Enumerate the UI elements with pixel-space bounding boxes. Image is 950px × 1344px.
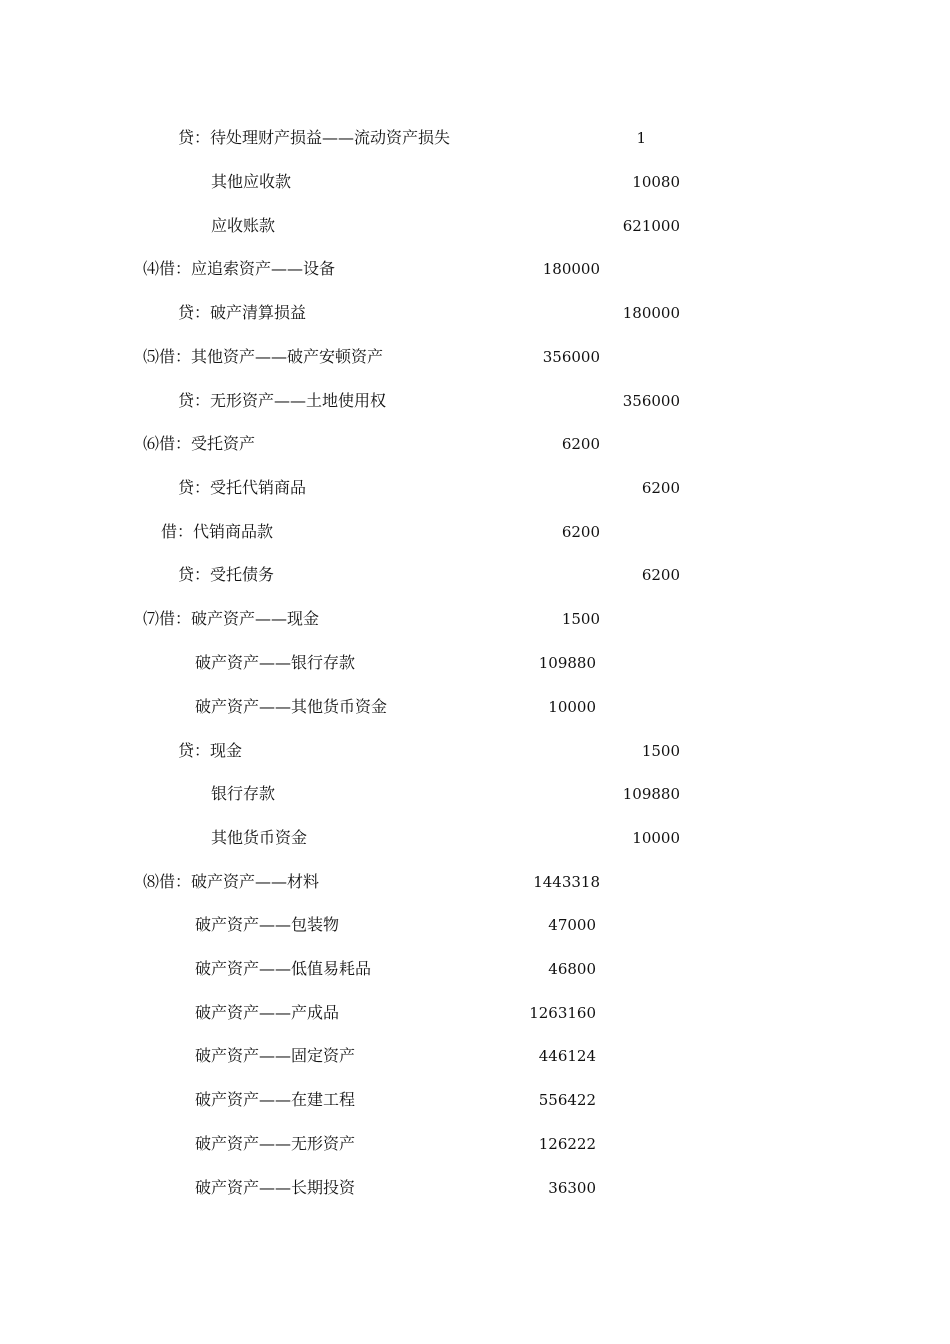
account-label: 破产资产——其他货币资金: [195, 697, 388, 716]
account-label: 破产资产——在建工程: [195, 1090, 356, 1109]
debit-amount: 180000: [542, 260, 600, 278]
account-label: 破产资产——包装物: [195, 915, 340, 934]
credit-amount: 10080: [632, 173, 680, 191]
debit-amount: 356000: [542, 348, 600, 366]
debit-amount: 556422: [538, 1091, 596, 1109]
credit-amount: 109880: [622, 785, 680, 803]
credit-amount: 1500: [641, 742, 680, 760]
account-label: 破产资产——长期投资: [195, 1178, 356, 1197]
debit-amount: 1443318: [533, 873, 600, 891]
account-label: 银行存款: [211, 784, 276, 803]
journal-line: [0, 1000, 950, 1026]
credit-amount: 180000: [622, 304, 680, 322]
account-label: 其他货币资金: [211, 828, 308, 847]
journal-line: [0, 344, 950, 370]
credit-amount: 1: [636, 129, 646, 147]
debit-amount: 1500: [561, 610, 600, 628]
journal-line: [0, 475, 950, 501]
journal-line: [0, 213, 950, 239]
debit-amount: 1263160: [529, 1004, 596, 1022]
journal-line: [0, 1175, 950, 1201]
journal-line: [0, 431, 950, 457]
debit-amount: 10000: [548, 698, 596, 716]
credit-amount: 621000: [622, 217, 680, 235]
account-label: 贷：受托债务: [178, 565, 275, 584]
journal-line: [0, 869, 950, 895]
journal-line: [0, 650, 950, 676]
account-label: 其他应收款: [211, 172, 292, 191]
debit-amount: 6200: [561, 523, 600, 541]
account-label: ⑷借：应追索资产——设备: [143, 259, 336, 278]
journal-line: [0, 169, 950, 195]
account-label: 应收账款: [211, 216, 276, 235]
journal-line: [0, 956, 950, 982]
account-label: 破产资产——无形资产: [195, 1134, 356, 1153]
credit-amount: 10000: [632, 829, 680, 847]
journal-line: [0, 256, 950, 282]
debit-amount: 6200: [561, 435, 600, 453]
account-label: 破产资产——低值易耗品: [195, 959, 372, 978]
account-label: 贷：受托代销商品: [178, 478, 307, 497]
journal-line: [0, 781, 950, 807]
account-label: 贷：待处理财产损益——流动资产损失: [178, 128, 451, 147]
journal-line: [0, 1131, 950, 1157]
journal-line: [0, 519, 950, 545]
account-label: ⑺借：破产资产——现金: [143, 609, 320, 628]
debit-amount: 446124: [538, 1047, 596, 1065]
account-label: 破产资产——银行存款: [195, 653, 356, 672]
journal-line: [0, 606, 950, 632]
account-label: 破产资产——固定资产: [195, 1046, 356, 1065]
credit-amount: 6200: [641, 566, 680, 584]
account-label: ⑻借：破产资产——材料: [143, 872, 320, 891]
journal-line: [0, 1043, 950, 1069]
account-label: 贷：现金: [178, 741, 243, 760]
journal-line: [0, 562, 950, 588]
debit-amount: 46800: [548, 960, 596, 978]
journal-line: [0, 1087, 950, 1113]
debit-amount: 36300: [548, 1179, 596, 1197]
account-label: 贷：无形资产——土地使用权: [178, 391, 387, 410]
account-label: 贷：破产清算损益: [178, 303, 307, 322]
journal-line: [0, 912, 950, 938]
journal-line: [0, 125, 950, 151]
credit-amount: 356000: [622, 392, 680, 410]
journal-line: [0, 738, 950, 764]
journal-line: [0, 825, 950, 851]
debit-amount: 109880: [538, 654, 596, 672]
account-label: ⑹借：受托资产: [143, 434, 256, 453]
account-label: ⑸借：其他资产——破产安顿资产: [143, 347, 384, 366]
account-label: 破产资产——产成品: [195, 1003, 340, 1022]
journal-line: [0, 388, 950, 414]
debit-amount: 126222: [538, 1135, 596, 1153]
journal-line: [0, 300, 950, 326]
credit-amount: 6200: [641, 479, 680, 497]
journal-line: [0, 694, 950, 720]
debit-amount: 47000: [548, 916, 596, 934]
account-label: 借：代销商品款: [161, 522, 274, 541]
